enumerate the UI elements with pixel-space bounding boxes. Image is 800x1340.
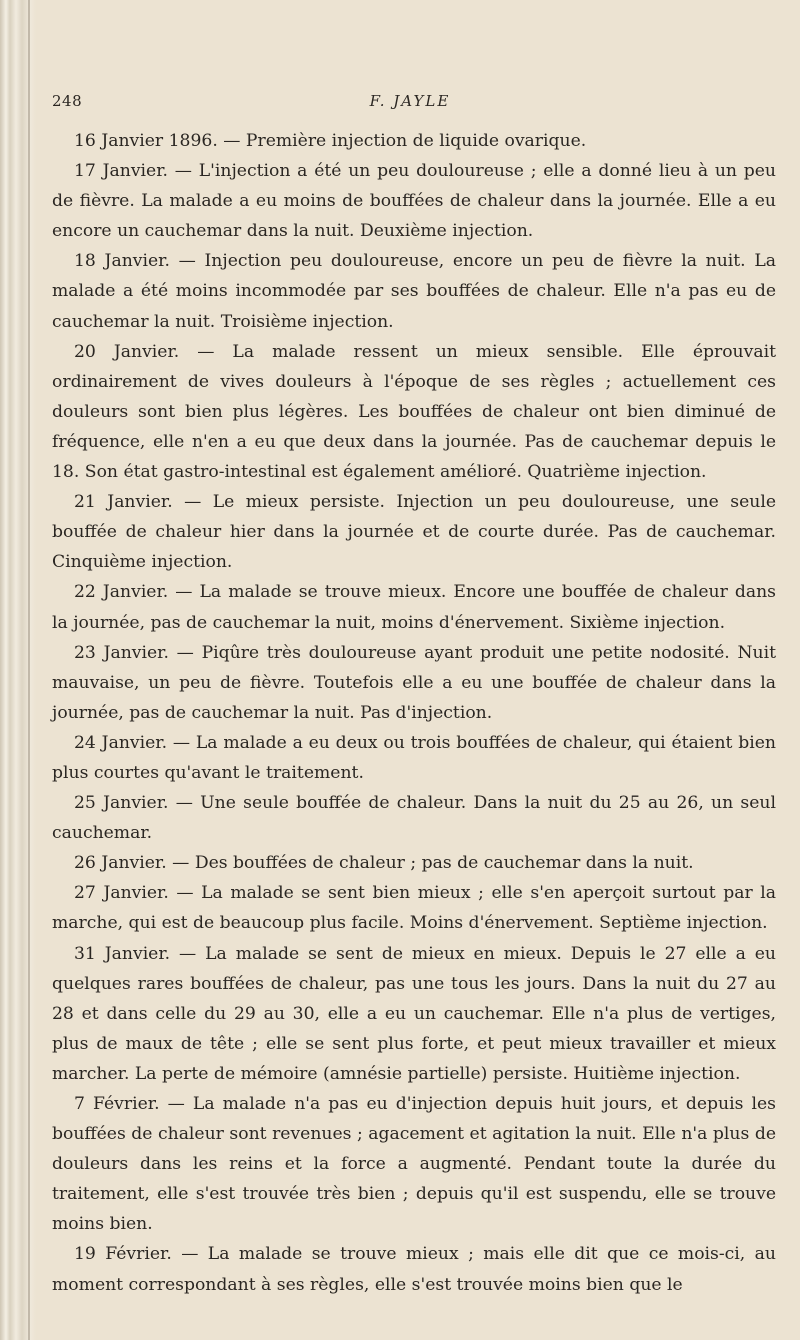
- page-number: 248: [52, 92, 83, 110]
- entry-paragraph: 16 Janvier 1896. — Première injection de liquide ovarique.: [74, 131, 587, 151]
- entry-paragraph: 27 Janvier. — La malade se sent bien mieux ; elle s'en aperçoit surtout par la marche, qui est de beaucoup plus facile. Moins d'énervement. Septième injection.: [52, 883, 776, 934]
- entry-paragraph: 17 Janvier. — L'injection a été un peu douloureuse ; elle a donné lieu à un peu de fièvre. La malade a eu moins de bouffées de chaleur dans la journée. Elle a eu encore un cauchemar dans la nuit. Deuxième injection.: [52, 161, 776, 242]
- body-text: [52, 126, 776, 1300]
- entry-paragraph: 23 Janvier. — Piqûre très douloureuse ayant produit une petite nodosité. Nuit mauvaise, un peu de fièvre. Toutefois elle a eu une bouffée de chaleur dans la journée, pas de cauchemar la nuit. Pas d'injection.: [52, 642, 776, 723]
- entry-paragraph: 19 Février. — La malade se trouve mieux ; mais elle dit que ce mois-ci, au moment correspondant à ses règles, elle s'est trouvée moins bien que le: [52, 1244, 776, 1295]
- entry-paragraph: 20 Janvier. — La malade ressent un mieux sensible. Elle éprouvait ordinairement de vives douleurs à l'époque de ses règles ; actuellement ces douleurs sont bien plus légères. Les bouffées de chaleur ont bien diminué de fréquence, elle n'en a eu que deux dans la journée. Pas de cauchemar depuis le 18. Son état gastro-intestinal est également amélioré. Quatrième injection.: [52, 341, 776, 483]
- entry-paragraph: 18 Janvier. — Injection peu douloureuse, encore un peu de fièvre la nuit. La malade a été moins incommodée par ses bouffées de chaleur. Elle n'a pas eu de cauchemar la nuit. Troisième injection.: [52, 251, 776, 332]
- entry-paragraph: 24 Janvier. — La malade a eu deux ou trois bouffées de chaleur, qui étaient bien plus courtes qu'avant le traitement.: [52, 732, 776, 783]
- entry-paragraph: 21 Janvier. — Le mieux persiste. Injection un peu douloureuse, une seule bouffée de chaleur hier dans la journée et de courte durée. Pas de cauchemar. Cinquième injection.: [52, 492, 776, 573]
- running-title: F. JAYLE: [369, 92, 451, 110]
- entry-paragraph: 7 Février. — La malade n'a pas eu d'injection depuis huit jours, et depuis les bouffées de chaleur sont revenues ; agacement et agitation la nuit. Elle n'a plus de douleurs dans les reins et la force a augmenté. Pendant toute la durée du traitement, elle s'est trouvée très bien ; depuis qu'il est suspendu, elle se trouve moins bien.: [52, 1094, 776, 1235]
- entry-paragraph: 26 Janvier. — Des bouffées de chaleur ; pas de cauchemar dans la nuit.: [74, 853, 694, 874]
- entry-paragraph: 25 Janvier. — Une seule bouffée de chaleur. Dans la nuit du 25 au 26, un seul cauchemar.: [52, 793, 776, 844]
- entry-paragraph: 22 Janvier. — La malade se trouve mieux. Encore une bouffée de chaleur dans la journée, pas de cauchemar la nuit, moins d'énervement. Sixième injection.: [52, 582, 776, 633]
- entry-paragraph: 31 Janvier. — La malade se sent de mieux en mieux. Depuis le 27 elle a eu quelques rares bouffées de chaleur, pas une tous les jours. Dans la nuit du 27 au 28 et dans celle du 29 au 30, elle a eu un cauchemar. Elle n'a plus de vertiges, plus de maux de tête ; elle se sent plus forte, et peut mieux travailler et mieux marcher. La perte de mémoire (amnésie partielle) persiste. Huitième injection.: [52, 943, 776, 1084]
- book-binding-edge: [0, 0, 36, 1340]
